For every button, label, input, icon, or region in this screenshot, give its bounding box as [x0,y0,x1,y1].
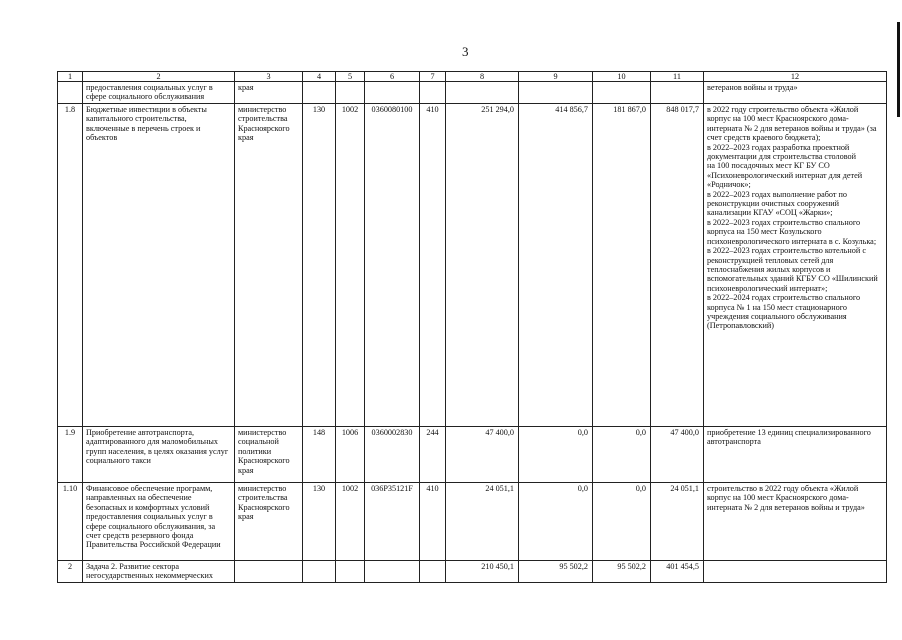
header-cell: 6 [365,72,420,82]
header-cell: 9 [519,72,593,82]
expected-result-cell: ветеранов войны и труда» [704,82,887,104]
vr-code-cell: 410 [420,104,446,427]
vr-code-cell [420,561,446,583]
amount-2024-cell: 0,0 [593,483,651,561]
rzpr-code-cell [336,561,365,583]
vr-code-cell [420,82,446,104]
amount-2024-cell: 181 867,0 [593,104,651,427]
amount-total-cell: 848 017,7 [651,104,704,427]
activity-name-cell: Приобретение автотранспорта, адаптированного для маломобильных групп населения, в целях оказания услуг социального такси [83,427,235,483]
scan-edge-line [897,22,900,117]
rzpr-code-cell [336,82,365,104]
table-row [58,82,887,104]
header-cell: 10 [593,72,651,82]
amount-2024-cell: 0,0 [593,427,651,483]
row-number-cell: 1.8 [58,104,83,427]
row-number-cell: 1.10 [58,483,83,561]
amount-2023-cell: 414 856,7 [519,104,593,427]
page-number: 3 [462,44,469,59]
vr-code-cell: 244 [420,427,446,483]
amount-2022-cell: 47 400,0 [446,427,519,483]
row-number-cell [58,82,83,104]
amount-2022-cell: 210 450,1 [446,561,519,583]
vr-code-cell: 410 [420,483,446,561]
amount-2022-cell: 251 294,0 [446,104,519,427]
executor-cell: министерство строительства Красноярского края [235,104,303,427]
activity-name-cell: Бюджетные инвестиции в объекты капитального строительства, включенные в перечень строек и объектов [83,104,235,427]
executor-cell: министерство строительства Красноярского края [235,483,303,561]
amount-2022-cell [446,82,519,104]
csr-code-cell [365,82,420,104]
expected-result-cell: строительство в 2022 году объекта «Жилой корпус на 100 мест Красноярского дома-интерната № 2 для ветеранов войны и труда» [704,483,887,561]
amount-2022-cell: 24 051,1 [446,483,519,561]
amount-total-cell: 401 454,5 [651,561,704,583]
activity-name-cell: предоставления социальных услуг в сфере социального обслуживания [83,82,235,104]
amount-total-cell: 24 051,1 [651,483,704,561]
header-row [58,72,887,82]
csr-code-cell: 0360002830 [365,427,420,483]
expected-result-cell [704,561,887,583]
grbs-code-cell [303,82,336,104]
rzpr-code-cell: 1002 [336,104,365,427]
amount-total-cell [651,82,704,104]
amount-2023-cell [519,82,593,104]
header-cell: 5 [336,72,365,82]
header-cell: 12 [704,72,887,82]
grbs-code-cell: 148 [303,427,336,483]
header-cell: 4 [303,72,336,82]
grbs-code-cell [303,561,336,583]
activity-name-cell: Задача 2. Развитие сектора негосударственных некоммерческих [83,561,235,583]
table-row [58,561,887,583]
executor-cell: министерство социальной политики Красноярского края [235,427,303,483]
executor-cell [235,561,303,583]
row-number-cell: 2 [58,561,83,583]
amount-2023-cell: 95 502,2 [519,561,593,583]
csr-code-cell: 0360080100 [365,104,420,427]
expected-result-cell: в 2022 году строительство объекта «Жилой корпус на 100 мест Красноярского дома-интерната № 2 для ветеранов войны и труда» (за счет средств краевого бюджета); в 2022–2023 годах разработка проектной документации для строительства столовой на 100 посадочных мест КГ БУ СО «Психоневрологический интернат для детей «Родничок»; в 2022–2023 годах выполнение работ по реконструкции очистных сооружений канализации КГАУ «СОЦ «Жарки»; в 2022–2023 годах строительство спального корпуса на 150 мест Козульского психоневрологического интерната в с. Козулька; в 2022–2023 годах строительство котельной с реконструкцией тепловых сетей для теплоснабжения жилых корпусов и вспомогательных зданий КГБУ СО «Шилинский психоневрологический интернат»; в 2022–2024 годах строительство спального корпуса № 1 на 150 мест стационарного учреждения социального обслуживания (Петропавловский) [704,104,887,427]
executor-cell: края [235,82,303,104]
amount-2023-cell: 0,0 [519,483,593,561]
amount-2023-cell: 0,0 [519,427,593,483]
row-number-cell: 1.9 [58,427,83,483]
grbs-code-cell: 130 [303,483,336,561]
amount-total-cell: 47 400,0 [651,427,704,483]
amount-2024-cell [593,82,651,104]
amount-2024-cell: 95 502,2 [593,561,651,583]
table-row [58,483,887,561]
header-cell: 2 [83,72,235,82]
budget-table [57,71,887,583]
header-cell: 11 [651,72,704,82]
activity-name-cell: Финансовое обеспечение программ, направленных на обеспечение безопасных и комфортных условий предоставления социальных услуг в сфере социального обслуживания, за счет средств резервного фонда Правительства Российской Федерации [83,483,235,561]
csr-code-cell: 036P35121F [365,483,420,561]
table-row [58,104,887,427]
expected-result-cell: приобретение 13 единиц специализированного автотранспорта [704,427,887,483]
grbs-code-cell: 130 [303,104,336,427]
header-cell: 3 [235,72,303,82]
header-cell: 8 [446,72,519,82]
rzpr-code-cell: 1006 [336,427,365,483]
table-row [58,427,887,483]
rzpr-code-cell: 1002 [336,483,365,561]
header-cell: 1 [58,72,83,82]
csr-code-cell [365,561,420,583]
header-cell: 7 [420,72,446,82]
